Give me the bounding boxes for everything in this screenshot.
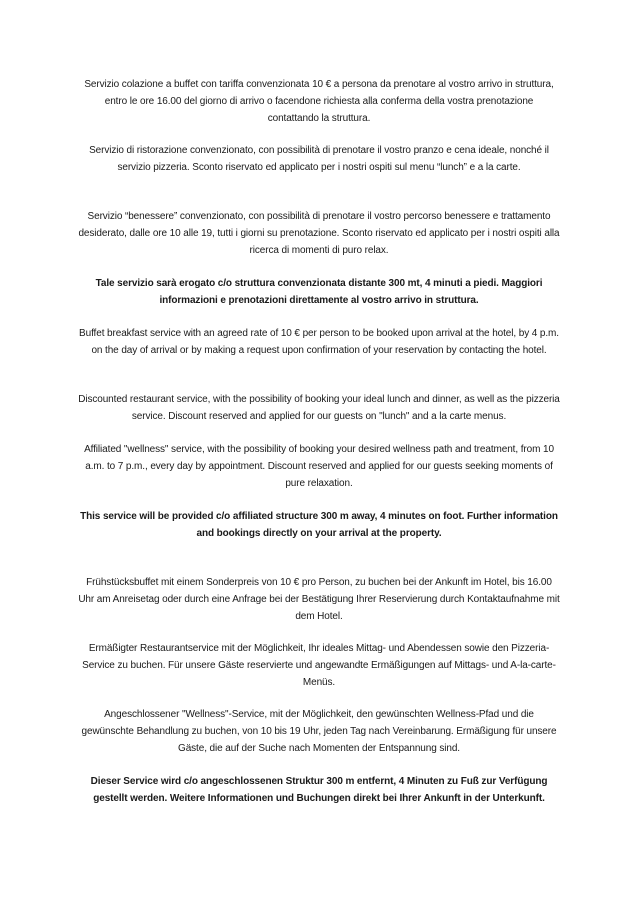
german-note-paragraph: Dieser Service wird c/o angeschlossenen Struktur 300 m entfernt, 4 Minuten zu Fuß zur Verfügung gestellt werden. Weitere Informationen und Buchungen direkt bei Ihrer Ankunft in der Unterkunft. xyxy=(90,776,548,804)
german-breakfast-paragraph: Frühstücksbuffet mit einem Sonderpreis von 10 € pro Person, zu buchen bei der Ankunft im Hotel, bis 16.00 Uhr am Anreisetag oder durch eine Anfrage bei der Bestätigung Ihrer Reservierung durch Kontaktaufnahme mit dem Hotel. xyxy=(78,577,560,622)
german-restaurant-paragraph: Ermäßigter Restaurantservice mit der Möglichkeit, Ihr ideales Mittag- und Abendessen sowie den Pizzeria-Service zu buchen. Für unsere Gäste reservierte und angewandte Ermäßigungen auf Mittags- und A-la-carte-Menüs. xyxy=(82,643,556,688)
italian-restaurant-paragraph: Servizio di ristorazione convenzionato, con possibilità di prenotare il vostro pranzo e cena ideale, nonché il servizio pizzeria. Sconto riservato ed applicato per i nostri ospiti sul menu “lunch” e a la carte. xyxy=(89,145,549,173)
english-note-paragraph: This service will be provided c/o affiliated structure 300 m away, 4 minutes on foot. Further information and bookings directly on your arrival at the property. xyxy=(80,511,558,539)
english-wellness-paragraph: Affiliated "wellness" service, with the possibility of booking your desired wellness path and treatment, from 10 a.m. to 7 p.m., every day by appointment. Discount reserved and applied for our guests seeking moments of pure relaxation. xyxy=(84,444,554,489)
english-restaurant-paragraph: Discounted restaurant service, with the possibility of booking your ideal lunch and dinner, as well as the pizzeria service. Discount reserved and applied for our guests on "lunch" and a la carte menus. xyxy=(78,394,560,422)
italian-breakfast-paragraph: Servizio colazione a buffet con tariffa convenzionata 10 € a persona da prenotare al vostro arrivo in struttura, entro le ore 16.00 del giorno di arrivo o facendone richiesta alla conferma della vostra prenotazione contattando la struttura. xyxy=(84,79,554,124)
german-wellness-paragraph: Angeschlossener "Wellness"-Service, mit der Möglichkeit, den gewünschten Wellness-Pfad und die gewünschte Behandlung zu buchen, von 10 bis 19 Uhr, jeden Tag nach Vereinbarung. Ermäßigung für unsere Gäste, die auf der Suche nach Momenten der Entspannung sind. xyxy=(81,709,557,754)
italian-wellness-paragraph: Servizio “benessere” convenzionato, con possibilità di prenotare il vostro percorso benessere e trattamento desiderato, dalle ore 10 alle 19, tutti i giorni su prenotazione. Sconto riservato ed applicato per i nostri ospiti alla ricerca di momenti di puro relax. xyxy=(78,211,560,256)
italian-note-paragraph: Tale servizio sarà erogato c/o struttura convenzionata distante 300 mt, 4 minuti a piedi. Maggiori informazioni e prenotazioni direttamente al vostro arrivo in struttura. xyxy=(95,278,543,306)
english-breakfast-paragraph: Buffet breakfast service with an agreed rate of 10 € per person to be booked upon arrival at the hotel, by 4 p.m. on the day of arrival or by making a request upon confirmation of your reservation by contacting the hotel. xyxy=(79,328,559,356)
